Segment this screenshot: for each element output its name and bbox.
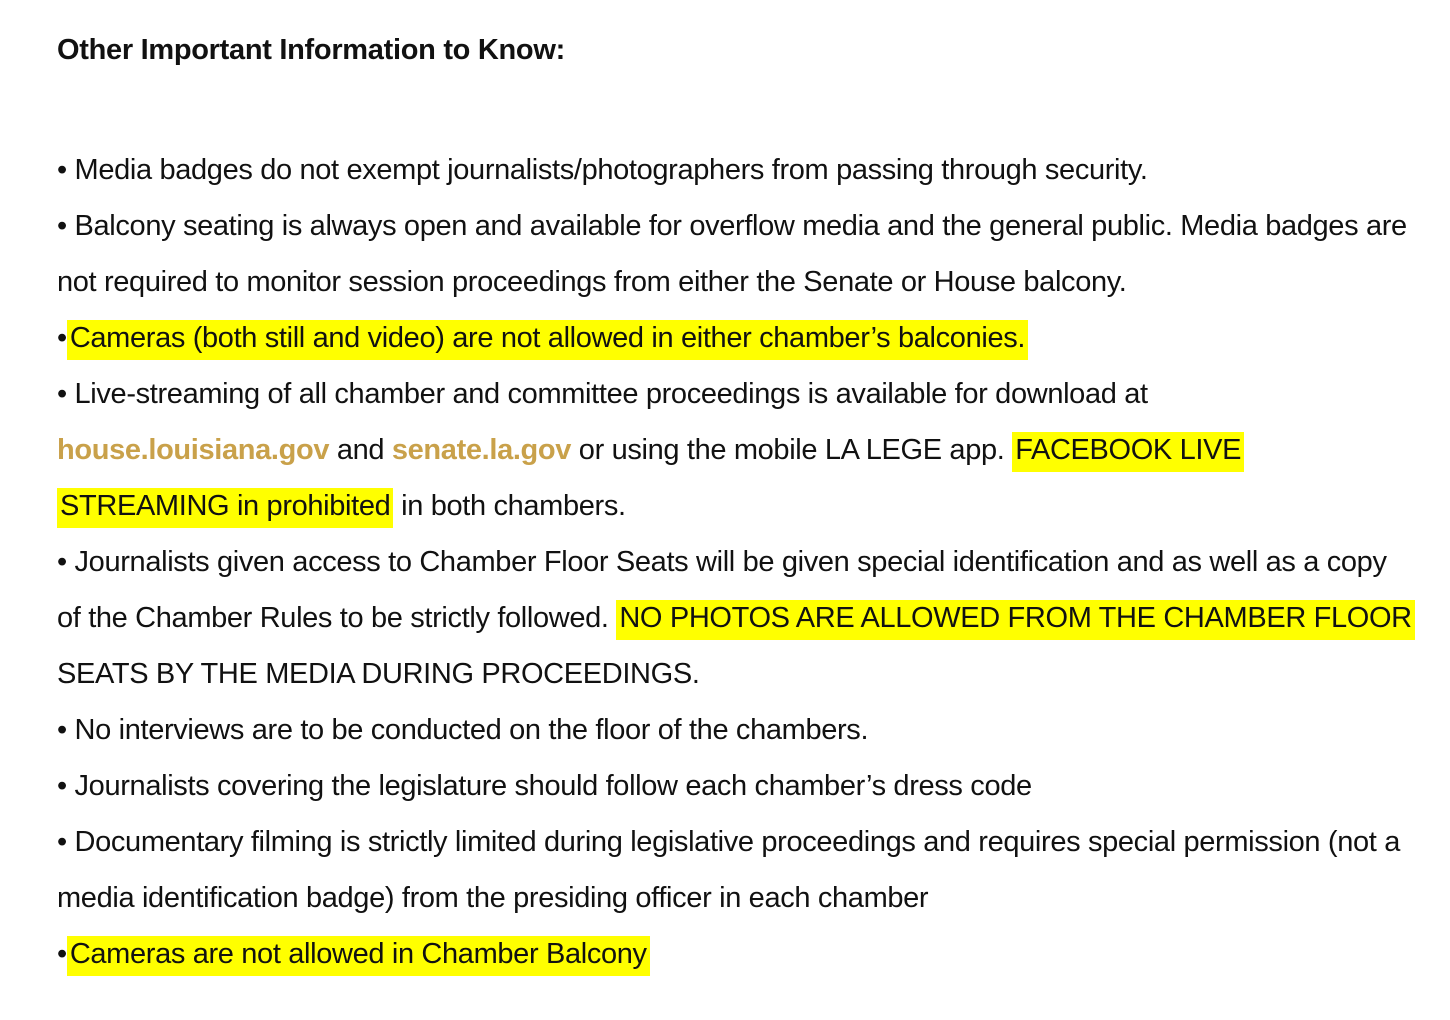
item-text: Live-streaming of all chamber and committee proceedings is available for download at	[74, 378, 1148, 410]
list-item-documentary	[57, 814, 1417, 926]
highlighted-text: Cameras are not allowed in Chamber Balcony	[67, 936, 650, 976]
list-item-cameras-balconies	[57, 310, 1417, 366]
item-text: Journalists covering the legislature should follow each chamber’s dress code	[74, 770, 1032, 802]
item-text: Journalists given access to Chamber Floor Seats will be given special identification and as well as a copy of the Chamber Rules to be strictly followed.	[57, 546, 1387, 634]
item-text: SEATS BY THE MEDIA DURING PROCEEDINGS.	[57, 658, 700, 690]
bullet: •	[57, 210, 67, 242]
item-text: Documentary filming is strictly limited during legislative proceedings and requires special permission (not a media identification badge) from the presiding officer in each chamber	[57, 826, 1400, 914]
info-list	[57, 142, 1417, 982]
list-item-dress-code	[57, 758, 1417, 814]
bullet: •	[57, 378, 67, 410]
list-item-livestream	[57, 366, 1417, 534]
list-item-interviews	[57, 702, 1417, 758]
bullet: •	[57, 322, 67, 354]
document	[57, 28, 1417, 982]
list-item-cameras-balcony	[57, 926, 1417, 982]
item-text: in both chambers.	[393, 490, 626, 522]
bullet: •	[57, 826, 67, 858]
bullet: •	[57, 770, 67, 802]
item-text: and	[329, 434, 392, 466]
list-item-floor-seats	[57, 534, 1417, 702]
senate-link[interactable]: senate.la.gov	[391, 434, 572, 466]
item-text: Media badges do not exempt journalists/photographers from passing through security.	[74, 154, 1148, 186]
bullet: •	[57, 154, 67, 186]
item-text: Balcony seating is always open and available for overflow media and the general public. Media badges are not required to monitor session proceedings from either the Senate or House balcony.	[57, 210, 1407, 298]
highlighted-text: FACEBOOK LIVE STREAMING in prohibited	[57, 432, 1244, 528]
item-text: No interviews are to be conducted on the floor of the chambers.	[74, 714, 869, 746]
list-item-security	[57, 142, 1417, 198]
section-heading: Other Important Information to Know:	[57, 34, 565, 66]
highlighted-text: Cameras (both still and video) are not allowed in either chamber’s balconies.	[67, 320, 1028, 360]
house-link[interactable]: house.louisiana.gov	[57, 434, 330, 466]
highlighted-text: NO PHOTOS ARE ALLOWED FROM THE CHAMBER FLOOR	[616, 600, 1414, 640]
list-item-balcony-seating	[57, 198, 1417, 310]
item-text: or using the mobile LA LEGE app.	[571, 434, 1013, 466]
bullet: •	[57, 938, 67, 970]
bullet: •	[57, 546, 67, 578]
bullet: •	[57, 714, 67, 746]
